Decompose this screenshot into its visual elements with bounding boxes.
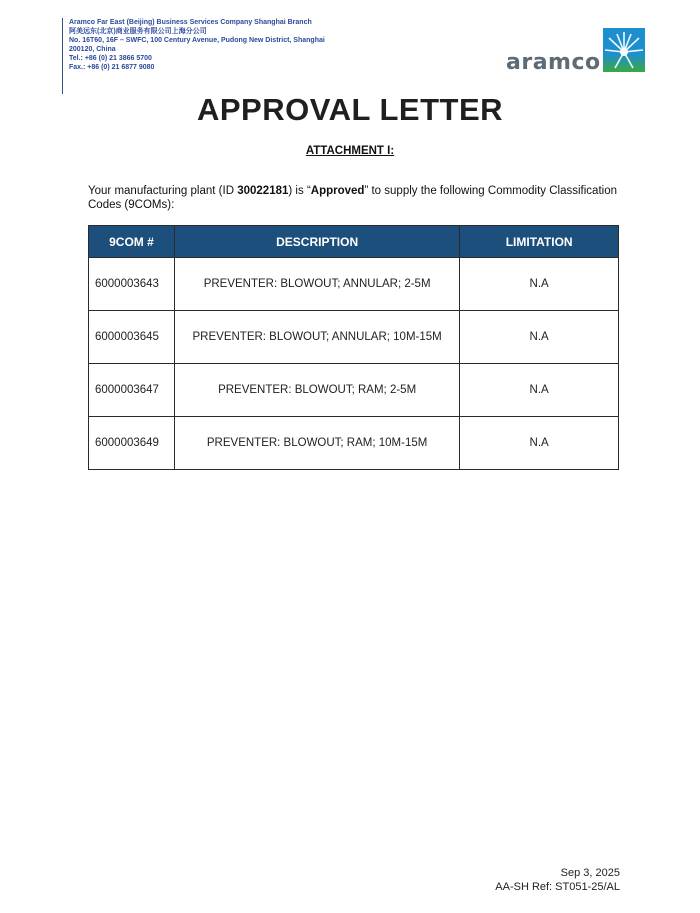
cell-description: PREVENTER: BLOWOUT; RAM; 2-5M: [174, 364, 459, 417]
company-name: Aramco Far East (Beijing) Business Services Company Shanghai Branch: [69, 19, 312, 26]
cell-9com: 6000003647: [89, 364, 175, 417]
header-description: DESCRIPTION: [174, 226, 459, 258]
table-row: [89, 417, 619, 470]
cell-9com: 6000003645: [89, 311, 175, 364]
header-limitation: LIMITATION: [460, 226, 619, 258]
attachment-heading: ATTACHMENT I:: [305, 145, 395, 157]
intro-middle: ) is “: [288, 185, 311, 197]
aramco-logo: [506, 28, 646, 74]
intro-suffix: ” to supply the following Commodity Classification Codes (9COMs):: [88, 185, 617, 211]
fax: Fax.: +86 (0) 21 6877 9080: [69, 64, 155, 71]
letterhead: [62, 18, 325, 94]
table-row: [89, 258, 619, 311]
table-row: [89, 364, 619, 417]
letter-title: APPROVAL LETTER: [196, 92, 504, 127]
telephone: Tel.: +86 (0) 21 3866 5700: [69, 55, 152, 62]
address-line-2: 200120, China: [69, 46, 116, 53]
cell-description: PREVENTER: BLOWOUT; RAM; 10M-15M: [174, 417, 459, 470]
cell-9com: 6000003643: [89, 258, 175, 311]
plant-id: 30022181: [237, 185, 289, 197]
aramco-star-icon: [603, 28, 645, 72]
intro-prefix: Your manufacturing plant (ID: [88, 185, 238, 197]
footer: [495, 866, 620, 894]
reference-number: AA-SH Ref: ST051-25/AL: [495, 881, 620, 893]
commodity-codes-table: [88, 225, 619, 470]
table-row: [89, 311, 619, 364]
logo-wordmark: aramco: [506, 50, 601, 75]
cell-limitation: N.A: [460, 364, 619, 417]
intro-paragraph: [88, 184, 617, 212]
address-line-1: No. 16T60, 16F – SWFC, 100 Century Avenue, Pudong New District, Shanghai: [69, 37, 325, 44]
cell-limitation: N.A: [460, 417, 619, 470]
cell-limitation: N.A: [460, 258, 619, 311]
header-9com: 9COM #: [89, 226, 175, 258]
cell-9com: 6000003649: [89, 417, 175, 470]
cell-description: PREVENTER: BLOWOUT; ANNULAR; 2-5M: [174, 258, 459, 311]
letter-date: Sep 3, 2025: [560, 867, 620, 879]
company-name-cn: 阿美远东(北京)商业服务有限公司上海分公司: [69, 28, 207, 35]
cell-description: PREVENTER: BLOWOUT; ANNULAR; 10M-15M: [174, 311, 459, 364]
table-header-row: [89, 226, 619, 258]
cell-limitation: N.A: [460, 311, 619, 364]
approval-status: Approved: [310, 185, 365, 197]
